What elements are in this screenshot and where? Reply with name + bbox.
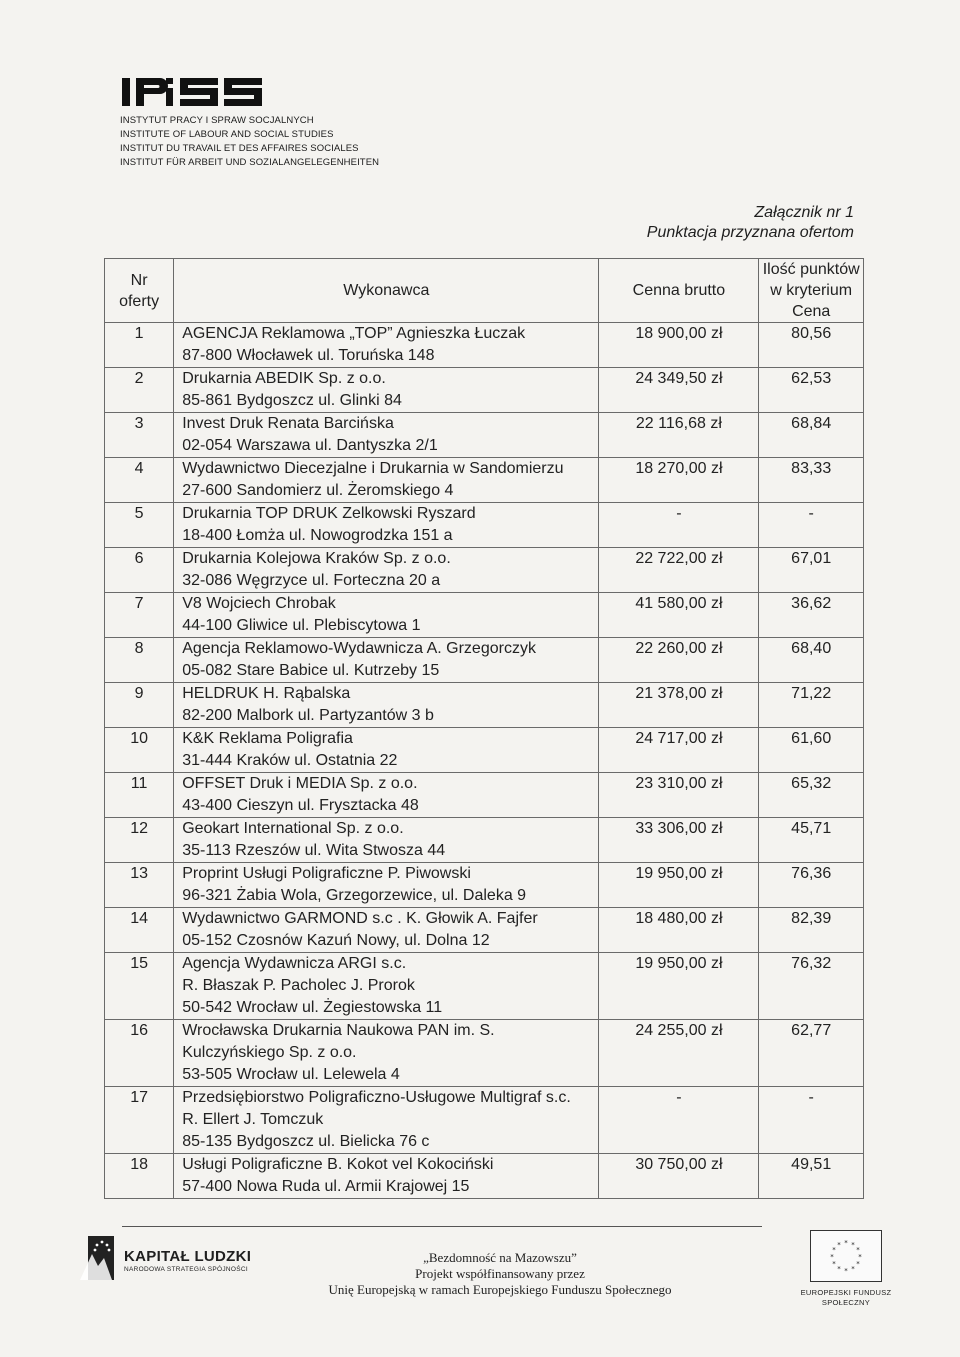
points-score: 83,33: [759, 458, 864, 503]
table-row: [105, 323, 864, 368]
contractor-line: 02-054 Warszawa ul. Dantyszka 2/1: [182, 437, 438, 454]
contractor-line: Przedsiębiorstwo Poligraficzno-Usługowe Multigraf s.c.: [182, 1089, 571, 1106]
contractor-line: V8 Wojciech Chrobak: [182, 595, 336, 612]
contractor-line: Kulczyńskiego Sp. z o.o.: [182, 1044, 357, 1061]
table-row: [105, 1154, 864, 1199]
header-points-line: Ilość punktów: [762, 261, 860, 278]
contractor-cell: [174, 1154, 599, 1199]
header-price: Cenna brutto: [599, 259, 759, 323]
contractor-cell: [174, 908, 599, 953]
project-line: „Bezdomność na Mazowszu”: [423, 1250, 577, 1265]
contractor-line: R. Ellert J. Tomczuk: [182, 1111, 324, 1128]
svg-text:*: *: [858, 1253, 862, 1261]
table-row: [105, 1020, 864, 1087]
contractor-line: Usługi Poligraficzne B. Kokot vel Kokociński: [182, 1156, 494, 1173]
ipiss-logo: [120, 68, 270, 110]
gross-price: 24 717,00 zł: [599, 728, 759, 773]
contractor-line: 57-400 Nowa Ruda ul. Armii Krajowej 15: [182, 1178, 470, 1195]
contractor-line: 43-400 Cieszyn ul. Frysztacka 48: [182, 797, 419, 814]
table-row: [105, 728, 864, 773]
gross-price: 23 310,00 zł: [599, 773, 759, 818]
contractor-line: 96-321 Żabia Wola, Grzegorzewice, ul. Daleka 9: [182, 887, 527, 904]
institute-line: INSTITUT FÜR ARBEIT UND SOZIALANGELEGENHEITEN: [120, 157, 380, 168]
footer-divider: [122, 1226, 762, 1227]
contractor-line: Drukarnia TOP DRUK Zelkowski Ryszard: [182, 505, 476, 522]
points-score: 61,60: [759, 728, 864, 773]
contractor-line: Wrocławska Drukarnia Naukowa PAN im. S.: [182, 1022, 495, 1039]
contractor-line: 87-800 Włocławek ul. Toruńska 148: [182, 347, 435, 364]
table-row: [105, 1087, 864, 1154]
gross-price: 24 255,00 zł: [599, 1020, 759, 1087]
points-score: 82,39: [759, 908, 864, 953]
project-line: Projekt współfinansowany przez: [415, 1266, 585, 1281]
header-contractor: Wykonawca: [174, 259, 599, 323]
points-score: 62,53: [759, 368, 864, 413]
contractor-line: Invest Druk Renata Barcińska: [182, 415, 394, 432]
offer-number: 2: [105, 368, 174, 413]
svg-text:*: *: [830, 1253, 834, 1261]
gross-price: -: [599, 503, 759, 548]
header-points-line: w kryterium: [770, 282, 853, 299]
points-score: 67,01: [759, 548, 864, 593]
contractor-cell: [174, 638, 599, 683]
offer-number: 11: [105, 773, 174, 818]
offer-number: 4: [105, 458, 174, 503]
gross-price: 19 950,00 zł: [599, 863, 759, 908]
kapital-ludzki-logo: [78, 1232, 116, 1284]
contractor-line: 18-400 Łomża ul. Nowogrodzka 151 a: [182, 527, 453, 544]
points-score: 76,36: [759, 863, 864, 908]
offer-number: 16: [105, 1020, 174, 1087]
svg-text:*: *: [832, 1260, 836, 1268]
project-line: Unię Europejską w ramach Europejskiego Funduszu Społecznego: [328, 1282, 672, 1297]
contractor-cell: [174, 548, 599, 593]
contractor-cell: [174, 503, 599, 548]
gross-price: 22 116,68 zł: [599, 413, 759, 458]
eu-fund-label: [796, 1288, 896, 1308]
svg-text:*: *: [844, 1239, 848, 1247]
table-header-row: [105, 259, 864, 323]
offers-table: [104, 258, 864, 1199]
offer-number: 18: [105, 1154, 174, 1199]
contractor-line: 85-861 Bydgoszcz ul. Glinki 84: [182, 392, 402, 409]
annex-heading: [647, 203, 854, 243]
offer-number: 8: [105, 638, 174, 683]
gross-price: 33 306,00 zł: [599, 818, 759, 863]
offer-number: 3: [105, 413, 174, 458]
svg-text:*: *: [851, 1265, 855, 1273]
contractor-line: 53-505 Wrocław ul. Lelewela 4: [182, 1066, 400, 1083]
header-points-line: Cena: [792, 303, 831, 320]
svg-text:*: *: [832, 1246, 836, 1254]
contractor-line: OFFSET Druk i MEDIA Sp. z o.o.: [182, 775, 418, 792]
header-nr-line: oferty: [119, 292, 160, 310]
offer-number: 1: [105, 323, 174, 368]
points-score: 49,51: [759, 1154, 864, 1199]
gross-price: -: [599, 1087, 759, 1154]
table-row: [105, 458, 864, 503]
svg-text:*: *: [837, 1265, 841, 1273]
gross-price: 22 260,00 zł: [599, 638, 759, 683]
contractor-line: Drukarnia Kolejowa Kraków Sp. z o.o.: [182, 550, 451, 567]
contractor-line: 44-100 Gliwice ul. Plebiscytowa 1: [182, 617, 421, 634]
contractor-line: K&K Reklama Poligrafia: [182, 730, 353, 747]
contractor-line: 85-135 Bydgoszcz ul. Bielicka 76 c: [182, 1133, 430, 1150]
eu-line: SPOŁECZNY: [821, 1298, 871, 1307]
contractor-cell: [174, 728, 599, 773]
gross-price: 18 480,00 zł: [599, 908, 759, 953]
svg-text:*: *: [851, 1241, 855, 1249]
contractor-line: HELDRUK H. Rąbalska: [182, 685, 351, 702]
offer-number: 6: [105, 548, 174, 593]
gross-price: 30 750,00 zł: [599, 1154, 759, 1199]
contractor-line: Geokart International Sp. z o.o.: [182, 820, 404, 837]
offer-number: 17: [105, 1087, 174, 1154]
offer-number: 13: [105, 863, 174, 908]
contractor-cell: [174, 458, 599, 503]
offer-number: 12: [105, 818, 174, 863]
contractor-line: Wydawnictwo Diecezjalne i Drukarnia w Sandomierzu: [182, 460, 564, 477]
offer-number: 7: [105, 593, 174, 638]
project-info: [300, 1250, 700, 1298]
points-score: 68,40: [759, 638, 864, 683]
table-row: [105, 773, 864, 818]
table-row: [105, 593, 864, 638]
eu-line: EUROPEJSKI FUNDUSZ: [800, 1288, 892, 1297]
offer-number: 15: [105, 953, 174, 1020]
gross-price: 18 900,00 zł: [599, 323, 759, 368]
svg-text:*: *: [837, 1241, 841, 1249]
gross-price: 22 722,00 zł: [599, 548, 759, 593]
points-score: 65,32: [759, 773, 864, 818]
contractor-line: 05-082 Stare Babice ul. Kutrzeby 15: [182, 662, 440, 679]
institute-line: INSTITUTE OF LABOUR AND SOCIAL STUDIES: [120, 129, 334, 140]
points-score: 68,84: [759, 413, 864, 458]
contractor-cell: [174, 323, 599, 368]
contractor-cell: [174, 773, 599, 818]
contractor-cell: [174, 953, 599, 1020]
contractor-line: 05-152 Czosnów Kazuń Nowy, ul. Dolna 12: [182, 932, 490, 949]
contractor-line: 32-086 Węgrzyce ul. Forteczna 20 a: [182, 572, 441, 589]
points-score: 71,22: [759, 683, 864, 728]
svg-text:*: *: [856, 1260, 860, 1268]
table-row: [105, 638, 864, 683]
table-row: [105, 548, 864, 593]
contractor-line: 50-542 Wrocław ul. Żegiestowska 11: [182, 999, 443, 1016]
contractor-line: 31-444 Kraków ul. Ostatnia 22: [182, 752, 398, 769]
contractor-line: 27-600 Sandomierz ul. Żeromskiego 4: [182, 482, 454, 499]
contractor-cell: [174, 683, 599, 728]
annex-title: Załącznik nr 1: [754, 204, 854, 221]
table-row: [105, 953, 864, 1020]
institute-line: INSTYTUT PRACY I SPRAW SOCJALNYCH: [120, 115, 314, 126]
gross-price: 18 270,00 zł: [599, 458, 759, 503]
kl-title: KAPITAŁ LUDZKI: [124, 1248, 252, 1265]
offer-number: 10: [105, 728, 174, 773]
contractor-cell: [174, 413, 599, 458]
contractor-line: Agencja Reklamowo-Wydawnicza A. Grzegorczyk: [182, 640, 536, 657]
points-score: 62,77: [759, 1020, 864, 1087]
contractor-cell: [174, 863, 599, 908]
gross-price: 19 950,00 zł: [599, 953, 759, 1020]
table-row: [105, 863, 864, 908]
table-row: [105, 503, 864, 548]
svg-text:*: *: [844, 1267, 848, 1275]
contractor-line: Drukarnia ABEDIK Sp. z o.o.: [182, 370, 386, 387]
header-points: [759, 259, 864, 323]
institute-names: [120, 114, 379, 170]
contractor-cell: [174, 1020, 599, 1087]
header-nr: [105, 259, 174, 323]
table-row: [105, 413, 864, 458]
points-score: 36,62: [759, 593, 864, 638]
contractor-line: R. Błaszak P. Pacholec J. Prorok: [182, 977, 415, 994]
offer-number: 14: [105, 908, 174, 953]
table-row: [105, 368, 864, 413]
contractor-line: Wydawnictwo GARMOND s.c . K. Głowik A. Fajfer: [182, 910, 538, 927]
offer-number: 9: [105, 683, 174, 728]
contractor-cell: [174, 1087, 599, 1154]
table-row: [105, 908, 864, 953]
kl-subtitle: NARODOWA STRATEGIA SPÓJNOŚCI: [124, 1266, 248, 1273]
svg-text:*: *: [856, 1246, 860, 1254]
points-score: 80,56: [759, 323, 864, 368]
eu-flag-logo: [810, 1230, 882, 1282]
table-row: [105, 683, 864, 728]
header-nr-line: Nr: [130, 271, 148, 289]
contractor-line: 35-113 Rzeszów ul. Wita Stwosza 44: [182, 842, 446, 859]
contractor-line: Proprint Usługi Poligraficzne P. Piwowski: [182, 865, 471, 882]
contractor-cell: [174, 368, 599, 413]
contractor-line: Agencja Wydawnicza ARGI s.c.: [182, 955, 407, 972]
points-score: 45,71: [759, 818, 864, 863]
points-score: -: [759, 503, 864, 548]
offer-number: 5: [105, 503, 174, 548]
contractor-cell: [174, 818, 599, 863]
table-row: [105, 818, 864, 863]
contractor-line: AGENCJA Reklamowa „TOP” Agnieszka Łuczak: [182, 325, 526, 342]
gross-price: 41 580,00 zł: [599, 593, 759, 638]
contractor-line: 82-200 Malbork ul. Partyzantów 3 b: [182, 707, 434, 724]
contractor-cell: [174, 593, 599, 638]
annex-subtitle: Punktacja przyznana ofertom: [646, 224, 854, 241]
points-score: -: [759, 1087, 864, 1154]
institute-line: INSTITUT DU TRAVAIL ET DES AFFAIRES SOCIALES: [120, 143, 359, 154]
gross-price: 21 378,00 zł: [599, 683, 759, 728]
points-score: 76,32: [759, 953, 864, 1020]
gross-price: 24 349,50 zł: [599, 368, 759, 413]
